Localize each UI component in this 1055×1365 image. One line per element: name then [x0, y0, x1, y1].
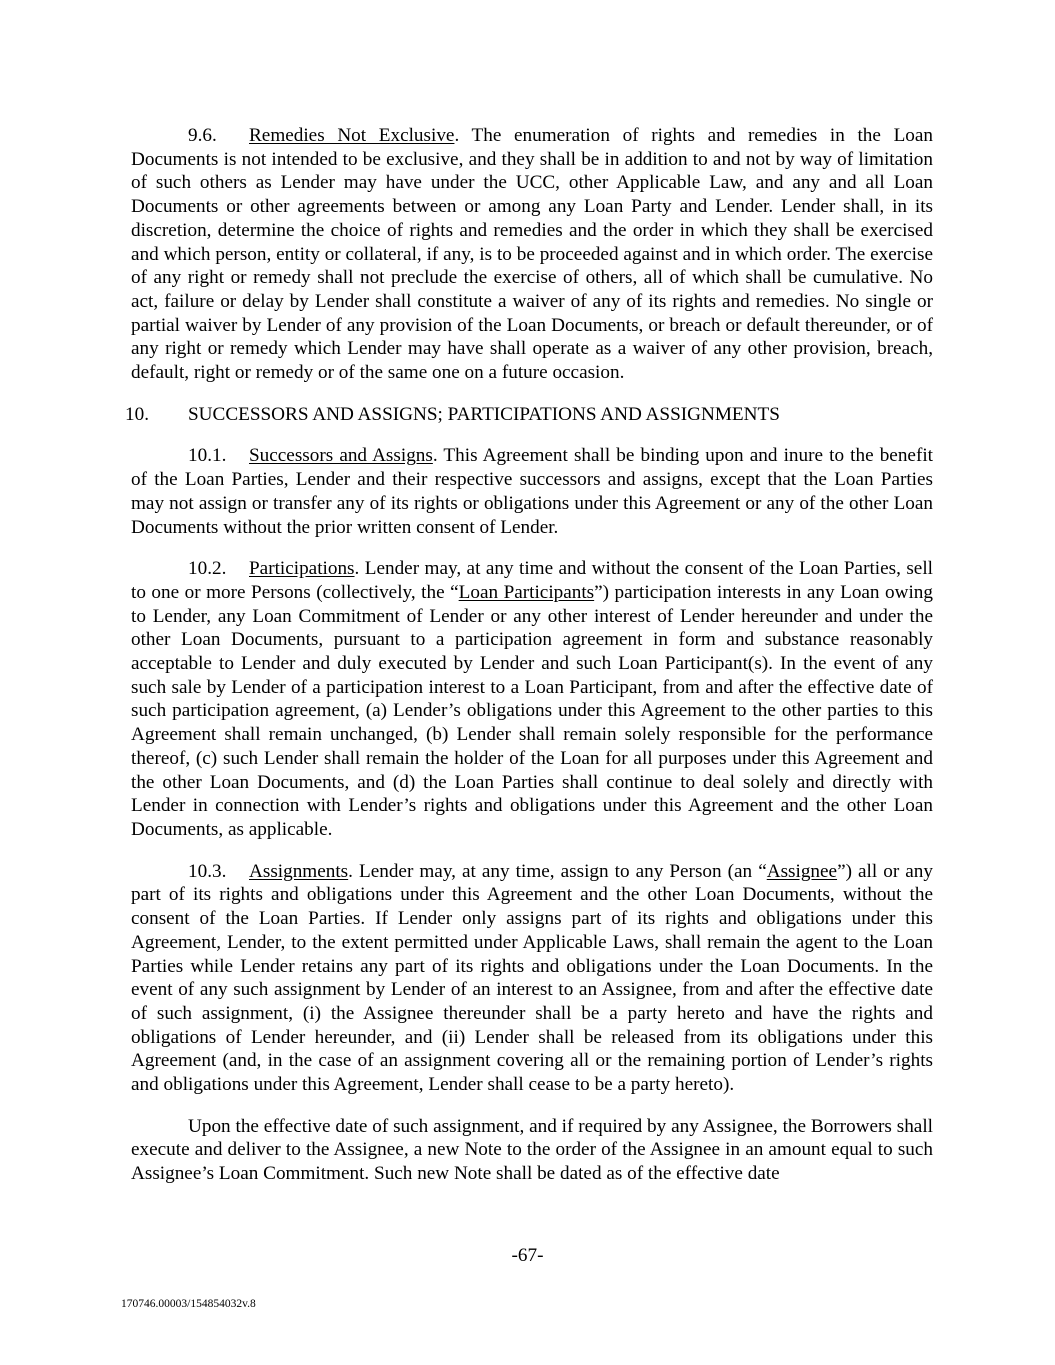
- document-id: 170746.00003/154854032v.8: [121, 1298, 256, 1310]
- paragraph-text: Upon the effective date of such assignment, and if required by any Assignee, the Borrowers shall execute and deliver to the Assignee, a new Note to the order of the Assignee in an amount equal to such Assignee’s Loan Commitment. Such new Note shall be dated as of the effective date: [131, 1115, 933, 1185]
- section-title: SUCCESSORS AND ASSIGNS; PARTICIPATIONS AND ASSIGNMENTS: [188, 403, 780, 425]
- section-number: 10.3.: [188, 860, 227, 882]
- continuation-paragraph: [131, 1115, 933, 1186]
- section-number: 9.6.: [188, 125, 217, 146]
- section-text: ”) all or any part of its rights and obligations under this Agreement and the other Loan Documents, without the consent of the Loan Parties. If Lender only assigns part of its rights and obligations under this Agreement, Lender, to the extent permitted under Applicable Laws, shall remain the agent to the Loan Parties while Lender retains any part of its rights and obligations under the Loan Documents. In the event of any such assignment by Lender of an interest to an Assignee, from and after the effective date of such assignment, (i) the Assignee thereunder shall be a party hereto and have the rights and obligations of Lender hereunder, and (ii) Lender shall be released from its obligations under this Agreement (and, in the case of an assignment covering all or the remaining portion of Lender’s rights and obligations under this Agreement, Lender shall cease to be a party hereto).: [131, 860, 933, 1096]
- section-text: . This Agreement shall be binding upon and inure to the benefit of the Loan Parties, Lender and their respective successors and assigns, except that the Loan Parties may not assign or transfer any of its rights or obligations under this Agreement or any of the other Loan Documents without the prior written consent of Lender.: [131, 445, 933, 538]
- page-number: -67-: [511, 1245, 544, 1266]
- defined-term: Loan Participants: [458, 581, 595, 603]
- section-text: . Lender may, at any time, assign to any Person (an “: [348, 860, 767, 882]
- section-title: Assignments: [249, 860, 349, 882]
- section-9-6-paragraph: [131, 124, 933, 385]
- section-10-heading: [125, 403, 933, 427]
- section-10-2-paragraph: [131, 557, 933, 841]
- section-title: Participations: [249, 558, 355, 580]
- section-text: . The enumeration of rights and remedies in the Loan Documents is not intended to be exclusive, and they shall be in addition to and not by way of limitation of such others as Lender may have under the UCC, other Applicable Law, and any and all Loan Documents or other agreements between or among any Loan Party and Lender. Lender shall, in its discretion, determine the choice of rights and remedies and the order in which they shall be exercised and which person, entity or collateral, if any, is to be proceeded against and in which order. The exercise of any right or remedy shall not preclude the exercise of others, all of which shall be cumulative. No act, failure or delay by Lender shall constitute a waiver of any of its rights and remedies. No single or partial waiver by Lender of any provision of the Loan Documents, or breach or default thereunder, or of any right or remedy which Lender may have shall operate as a waiver of any other provision, breach, default, right or remedy or of the same one on a future occasion.: [131, 125, 934, 384]
- section-text: ”) participation interests in any Loan owing to Lender, any Loan Commitment of Lender or any other interest of Lender hereunder and under the other Loan Documents, pursuant to a participation agreement in form and substance reasonably acceptable to Lender and duly executed by Lender and such Loan Participant(s). In the event of any such sale by Lender of a participation interest to a Loan Participant, from and after the effective date of such participation agreement, (a) Lender’s obligations under this Agreement to the other parties to this Agreement shall remain unchanged, (b) Lender shall remain solely responsible for the performance thereof, (c) such Lender shall remain the holder of the Loan for all purposes under this Agreement and the other Loan Documents, and (d) the Loan Parties shall continue to deal solely and directly with Lender in connection with Lender’s rights and obligations under this Agreement and the other Loan Documents, as applicable.: [131, 581, 933, 840]
- section-10-3-paragraph: [131, 860, 933, 1097]
- section-10-1-paragraph: [131, 444, 933, 539]
- section-title: Successors and Assigns: [249, 445, 433, 467]
- document-body: [125, 124, 934, 1204]
- section-text: . Lender may, at any time and without the consent of the Loan Parties, sell to one or more Persons (collectively, the “: [131, 558, 933, 603]
- section-title: Remedies Not Exclusive: [249, 125, 455, 146]
- section-number: 10.2.: [188, 558, 227, 580]
- section-number: 10.1.: [188, 445, 227, 467]
- section-number: 10.: [125, 403, 149, 425]
- defined-term: Assignee: [766, 860, 838, 882]
